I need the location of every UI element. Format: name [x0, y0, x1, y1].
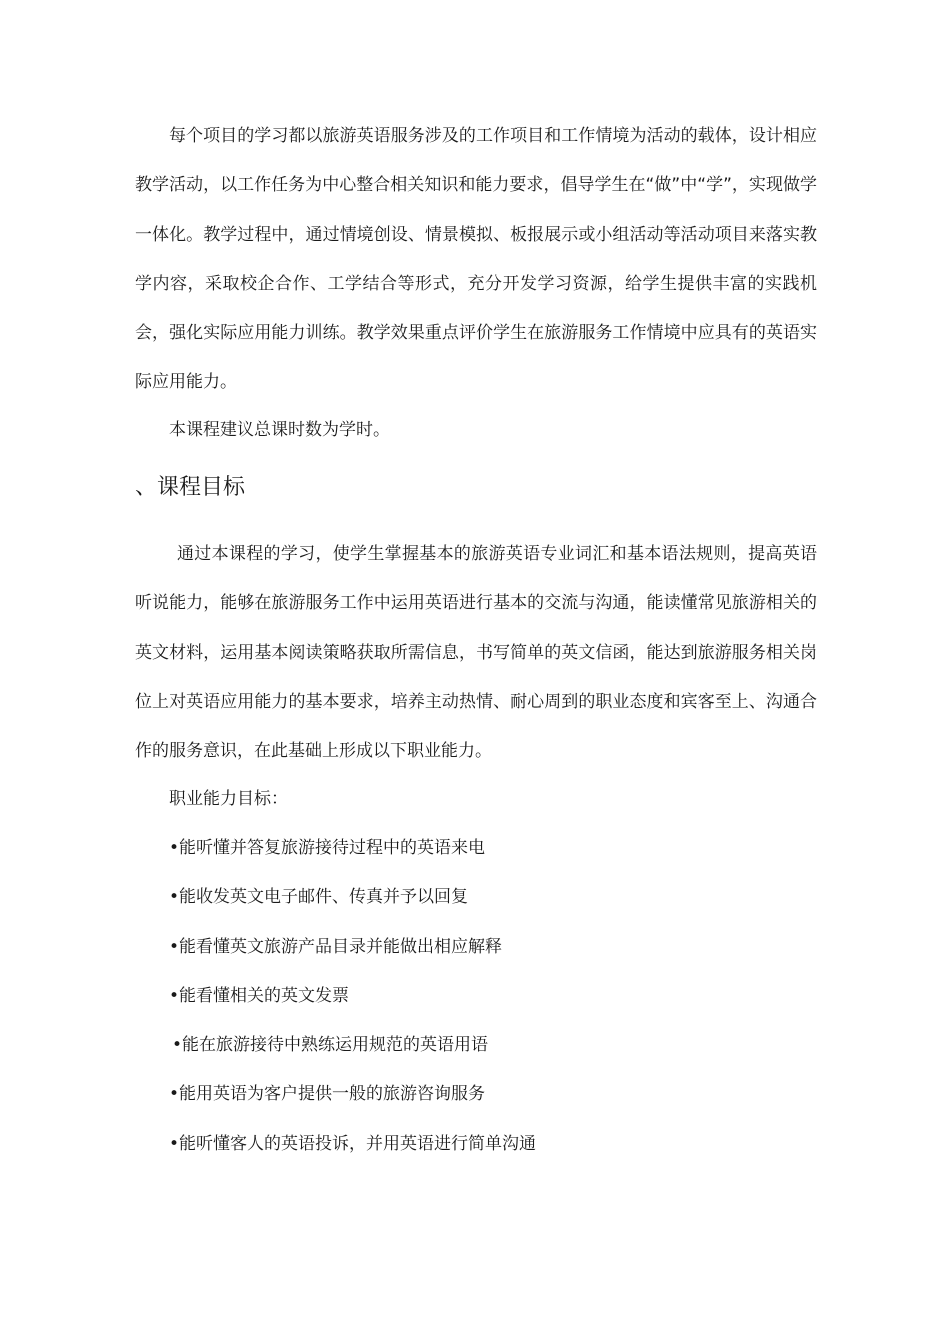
- list-item: •能看懂相关的英文发票: [169, 985, 350, 1006]
- teaching-method-paragraph: 每个项目的学习都以旅游英语服务涉及的工作项目和工作情境为活动的载体，设计相应教学活动，以工作任务为中心整合相关知识和能力要求，倡导学生在“做”中“学”，实现做学一体化。教学过程中，通过情境创设、情景模拟、板报展示或小组活动等活动项目来落实教学内容，采取校企合作、工学结合等形式，充分开发学习资源，给学生提供丰富的实践机会，强化实际应用能力训练。教学效果重点评价学生在旅游服务工作情境中应具有的英语实际应用能力。: [135, 126, 817, 393]
- course-hours-paragraph: 本课程建议总课时数为学时。: [169, 420, 390, 440]
- section-heading-course-objectives: 、课程目标: [135, 475, 246, 500]
- list-item: •能看懂英文旅游产品目录并能做出相应解释: [169, 936, 503, 957]
- list-item: •能听懂客人的英语投诉，并用英语进行简单沟通: [169, 1133, 537, 1154]
- list-item: •能收发英文电子邮件、传真并予以回复: [169, 887, 469, 908]
- course-objectives-paragraph: 通过本课程的学习，使学生掌握基本的旅游英语专业词汇和基本语法规则，提高英语听说能力，能够在旅游服务工作中运用英语进行基本的交流与沟通，能读懂常见旅游相关的英文材料，运用基本阅读策略获取所需信息，书写简单的英文信函，能达到旅游服务相关岗位上对英语应用能力的基本要求，培养主动热情、耐心周到的职业态度和宾客至上、沟通合作的服务意识，在此基础上形成以下职业能力。: [135, 544, 817, 762]
- list-item: •能听懂并答复旅游接待过程中的英语来电: [169, 838, 486, 858]
- list-item: •能用英语为客户提供一般的旅游咨询服务: [169, 1084, 486, 1105]
- vocational-ability-list: [169, 824, 536, 1169]
- list-item: •能在旅游接待中熟练运用规范的英语用语: [172, 1035, 489, 1056]
- vocational-ability-label: 职业能力目标：: [169, 789, 288, 809]
